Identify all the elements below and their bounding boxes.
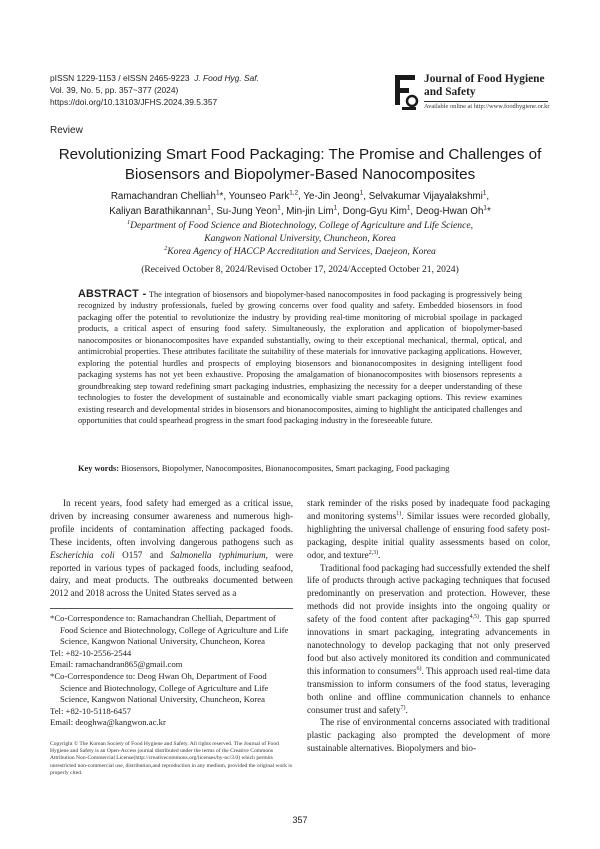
author: Dong-Gyu Kim	[342, 205, 407, 217]
author-line-1: Ramachandran Chelliah$^1$*, Younseo Park$^{1,2}$, Ye-Jin Jeong$^1$, Selvakumar Vijayalakshmi$^1$,	[110, 189, 490, 202]
correspondence-email[interactable]: Email: ramachandran865@gmail.com	[50, 659, 183, 670]
author: Younseo Park	[228, 191, 290, 202]
author: Min-jin Lim	[286, 205, 334, 217]
author: Ye-Jin Jeong	[303, 191, 360, 202]
keywords-text: Biosensors, Biopolymer, Nanocomposites, Bionanocomposites, Smart packaging, Food packaging	[121, 464, 450, 473]
logo-availability-link[interactable]: Available online at http://www.foodhygiene.or.kr	[424, 103, 550, 110]
correspondence-footnote	[50, 613, 293, 729]
body-column-left	[50, 497, 293, 600]
author-line-2: Kaliyan Barathikannan$^1$, Su-Jung Yeon$^1$, Min-jin Lim$^1$, Dong-Gyu Kim$^1$, Deog-Hwan Oh$^1$*	[109, 204, 491, 217]
affiliation: $^1$Department of Food Science and Biotechnology, College of Agriculture and Life Science,	[126, 218, 474, 231]
paragraph: stark reminder of the risks posed by inadequate food packaging and monitoring systems$^{1)}$. Similar issues were recorded globally, highlighting the universal challenge of ensuring food safety post-packaging, despite initial quality assessments based on color, odor, and texture$^{2,3)}$.	[307, 498, 550, 560]
paragraph: In recent years, food safety had emerged as a critical issue, driven by increasing consumer awareness and numerous high-profile incidents of contamination affecting packaged foods. These incidents, often involving dangerous pathogens such as Escherichia coli O157 and Salmonella typhimurium, were reported in various types of packaged foods, including seafood, dairy, and meat products. The outbreaks documented between 2012 and 2018 across the United States served as a	[50, 498, 293, 599]
journal-logo	[393, 73, 553, 121]
abstract-label: ABSTRACT -	[78, 288, 147, 300]
correspondence-entry: *Co-Correspondence to: Deog Hwan Oh, Department of Food Science and Biotechnology, College of Agriculture and Life Science, Kangwon National University, Chuncheon, Korea	[50, 670, 269, 705]
paragraph: The rise of environmental concerns associated with traditional plastic packaging also prompted the development of more sustainable alternatives. Biopolymers and bio-	[307, 717, 550, 754]
logo-divider	[424, 101, 548, 102]
correspondence-tel: Tel: +82-10-5118-6457	[50, 705, 131, 716]
footnote-divider	[50, 608, 293, 609]
received-dates: (Received October 8, 2024/Revised October 17, 2024/Accepted October 21, 2024)	[141, 264, 459, 275]
logo-title: Journal of Food Hygiene and Safety	[424, 73, 545, 98]
article-title: Revolutionizing Smart Food Packaging: The Promise and Challenges of Biosensors and Biopolymer-Based Nanocomposites	[58, 146, 542, 183]
correspondence-entry: *Co-Correspondence to: Ramachandran Chelliah, Department of Food Science and Biotechnology, College of Agriculture and Life Science, Kangwon National University, Chuncheon, Korea	[50, 613, 289, 647]
paragraph: Traditional food packaging had successfully extended the shelf life of products through active packaging techniques that focused predominantly on preservation and protection. However, these methods did not provide insights into the ongoing quality or safety of the food content after packaging$^{4,5)}$. This gap spurred innovations in smart packaging, integrating advancements in nanotechnology to develop packaging that not only preserved food but also actively monitored its condition and communicated this information to consumers$^{6)}$. This approach used real-time data transmission to inform consumers of the food status, leveraging both online and offline communication channels to enhance consumer trust and safety$^{7)}$.	[307, 562, 551, 715]
author-list	[40, 190, 560, 219]
issn-line: pISSN 1229-1153 / eISSN 2465-9223 J. Food Hyg. Saf.	[50, 73, 259, 83]
affiliation: $^2$Korea Agency of HACCP Accreditation and Services, Daejeon, Korea	[164, 244, 436, 257]
correspondence-email[interactable]: Email: deoghwa@kangwon.ac.kr	[50, 717, 166, 728]
author: Deog-Hwan Oh	[415, 205, 484, 217]
copyright-notice: Copyright © The Korean Society of Food Hygiene and Safety. All rights reserved. The Journal of Food Hygiene and Safety is an Open-Access journal distributed under the terms of the Creative Commons Attribution Non-Commercial License(http://creativecommons.org/licenses/by-nc/3.0) which permits unrestricted non-commercial use, distribution,and reproduction in any medium, provided the original work is properly cited.	[50, 741, 293, 776]
journal-logo-icon	[393, 73, 419, 113]
keywords	[78, 463, 522, 474]
section-label: Review	[50, 125, 83, 136]
doi-link[interactable]: https://doi.org/10.13103/JFHS.2024.39.5.357	[50, 97, 218, 108]
page-number: 357	[292, 815, 308, 825]
author: Kaliyan Barathikannan	[109, 205, 208, 217]
author: Selvakumar Vijayalakshmi	[368, 191, 483, 202]
volume-line: Vol. 39, No. 5, pp. 357~377 (2024)	[50, 85, 179, 96]
affiliations	[40, 220, 560, 258]
keywords-label: Key words:	[78, 464, 120, 473]
author: Ramachandran Chelliah	[110, 191, 216, 202]
abstract	[78, 289, 522, 426]
author: Su-Jung Yeon	[216, 205, 278, 217]
journal-citation-block	[50, 72, 259, 109]
abstract-text: The integration of biosensors and biopolymer-based nanocomposites in food packaging is progressively being recognized by industry professionals, fueled by growing concerns over food quality and safety. Embedded biosensors in food packaging offer the potential to revolutionize the industry by providing real-time monitoring of microbial spoilage in packaged products, a critical aspect of ensuring food safety. Simultaneously, the exploration and application of biopolymer-based nanocomposites or bionanocomposites have expanded substantially, owing to their exceptional mechanical, thermal, optical, and antimicrobial properties. These attributes facilitate the suitability of these materials for innovative packaging applications. However, exploring the potential hurdles and prospects of employing biosensors and bionanocomposites in designing intelligent food packaging systems has not yet been exhaustive. Proposing the amalgamation of bionanocomposites with biosensors represents a groundbreaking step toward redefining smart packaging industries, emphasizing the necessity for a deeper understanding of these technologies to foster the development of sustainable and economically viable smart packaging options. This review examines existing research and developmental strides in biosensors and bionanocomposites, aiming to highlight the anticipated challenges and opportunities that could spearhead progress in the smart food packaging industry in the foreseeable future.	[78, 290, 523, 425]
correspondence-tel: Tel: +82-10-2556-2544	[50, 647, 132, 658]
journal-abbrev: J. Food Hyg. Saf.	[194, 73, 259, 83]
affiliation-cont: Kangwon National University, Chuncheon, Korea	[204, 232, 396, 244]
body-column-right	[307, 497, 550, 755]
